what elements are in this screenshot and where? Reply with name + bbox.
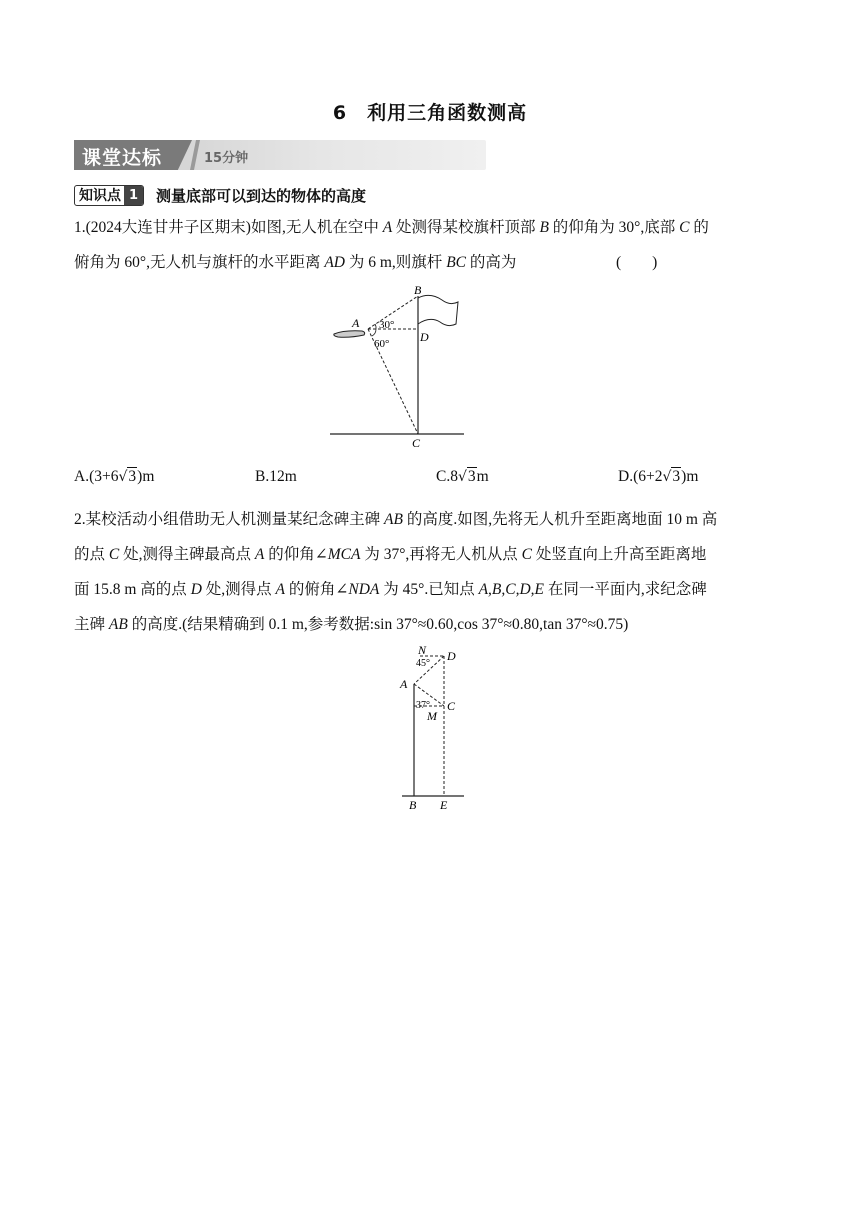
section-banner xyxy=(74,140,486,170)
option-d-suffix: )m xyxy=(681,468,699,485)
option-c-radicand: 3 xyxy=(467,468,476,485)
sqrt-symbol: √3 xyxy=(118,468,137,485)
q2-text-segment: 处竖直向上升高至距离地 xyxy=(531,546,707,563)
question-2-line-2 xyxy=(74,537,790,572)
q2-var-mca: MCA xyxy=(327,546,361,563)
q2-var-ab: AB xyxy=(384,511,403,528)
label-d: D xyxy=(420,330,429,344)
q1-text-segment: 1.(2024大连甘井子区期末)如图,无人机在空中 xyxy=(74,219,383,236)
q2-text-segment: 的俯角∠ xyxy=(285,581,349,598)
q2-text-segment: 在同一平面内,求纪念碑 xyxy=(544,581,707,598)
q2-text-segment: 的仰角∠ xyxy=(264,546,328,563)
angle-label-37: 37° xyxy=(416,700,430,711)
q2-var-nda: NDA xyxy=(348,581,380,598)
option-a-prefix: A.(3+6 xyxy=(74,468,119,485)
q2-text-segment: 处,测得点 xyxy=(201,581,276,598)
option-b: B.12m xyxy=(255,468,297,485)
q2-text-segment: 2.某校活动小组借助无人机测量某纪念碑主碑 xyxy=(74,511,385,528)
banner-slash xyxy=(190,140,200,170)
angle-label-45: 45° xyxy=(416,658,430,669)
banner-label: 课堂达标 xyxy=(82,147,163,169)
option-c xyxy=(436,468,489,486)
angle-label-30: 30° xyxy=(379,319,395,331)
question-2-line-1 xyxy=(74,502,790,537)
q2-var-c: C xyxy=(521,546,532,563)
label-e: E xyxy=(440,798,448,812)
q1-text-segment: 的仰角为 30°,底部 xyxy=(548,219,680,236)
monument-figure xyxy=(394,644,484,814)
drone-shape xyxy=(334,331,365,337)
q1-text-segment: 的高为 xyxy=(466,254,517,271)
flag-shape xyxy=(418,295,458,325)
q2-var-d: D xyxy=(190,581,202,598)
option-d xyxy=(618,468,698,486)
label-d: D xyxy=(447,649,456,663)
q2-var-a: A xyxy=(254,546,265,563)
label-a: A xyxy=(352,316,360,330)
q1-var-ad: AD xyxy=(324,254,345,271)
q2-text-segment: 为 37°,再将无人机从点 xyxy=(360,546,522,563)
q2-text-segment: 面 15.8 m 高的点 xyxy=(74,581,191,598)
question-1-line-2 xyxy=(74,245,790,280)
q2-var-c: C xyxy=(108,546,120,563)
page-title: 6 利用三角函数测高 xyxy=(332,102,528,124)
option-d-prefix: D.(6+2 xyxy=(618,468,663,485)
q1-var-a: A xyxy=(382,219,393,236)
sqrt-symbol: √3 xyxy=(457,468,476,485)
q2-text-segment: 的高度.(结果精确到 0.1 m,参考数据:sin 37°≈0.60,cos 37°≈0.80,tan 37°≈0.75) xyxy=(127,616,629,633)
q1-var-bc: BC xyxy=(446,254,466,271)
q1-text-segment: 俯角为 60°,无人机与旗杆的水平距离 xyxy=(74,254,325,271)
q2-text-segment: 主碑 xyxy=(74,616,109,633)
knowledge-point-badge xyxy=(74,185,144,206)
q2-text-segment: 的高度.如图,先将无人机升至距离地面 10 m 高 xyxy=(402,511,718,528)
label-c: C xyxy=(447,699,456,713)
q1-var-b: B xyxy=(539,219,549,236)
q2-text-segment: 为 45°.已知点 xyxy=(379,581,479,598)
option-c-prefix: C.8 xyxy=(436,468,458,485)
question-1-text xyxy=(74,210,790,280)
label-m: M xyxy=(427,709,437,723)
option-a-suffix: )m xyxy=(137,468,155,485)
label-b: B xyxy=(414,284,422,297)
angle-arc-30 xyxy=(375,324,376,329)
angle-arc-60 xyxy=(372,329,376,336)
sqrt-symbol: √3 xyxy=(662,468,681,485)
q2-var-a: A xyxy=(275,581,285,598)
flagpole-figure xyxy=(330,284,470,454)
q2-text-segment: 的点 xyxy=(74,546,109,563)
options-row xyxy=(74,468,790,498)
q2-var-points: A,B,C,D,E xyxy=(478,581,545,598)
label-a: A xyxy=(400,677,408,691)
answer-parentheses: ( ) xyxy=(616,254,658,271)
label-n: N xyxy=(418,644,427,657)
knowledge-point-number: 1 xyxy=(124,186,143,205)
option-d-radicand: 3 xyxy=(672,468,681,485)
question-2-line-3 xyxy=(74,572,790,607)
option-a xyxy=(74,468,154,486)
q2-var-ab: AB xyxy=(108,616,128,633)
question-1-line-1 xyxy=(74,210,790,245)
knowledge-point-title: 测量底部可以到达的物体的高度 xyxy=(156,186,367,205)
option-a-radicand: 3 xyxy=(128,468,137,485)
option-c-suffix: m xyxy=(476,468,489,485)
q1-text-segment: 为 6 m,则旗杆 xyxy=(345,254,447,271)
question-2-line-4 xyxy=(74,607,790,642)
label-c: C xyxy=(412,436,421,450)
knowledge-point-label: 知识点 xyxy=(79,188,121,204)
banner-time: 15分钟 xyxy=(204,151,249,166)
question-2-text xyxy=(74,502,790,642)
label-b: B xyxy=(409,798,417,812)
knowledge-point-heading xyxy=(74,184,366,206)
q1-var-c: C xyxy=(679,219,690,236)
q1-text-segment: 处测得某校旗杆顶部 xyxy=(392,219,540,236)
q2-text-segment: 处,测得主碑最高点 xyxy=(119,546,255,563)
q1-text-segment: 的 xyxy=(689,219,709,236)
angle-label-60: 60° xyxy=(374,338,390,350)
